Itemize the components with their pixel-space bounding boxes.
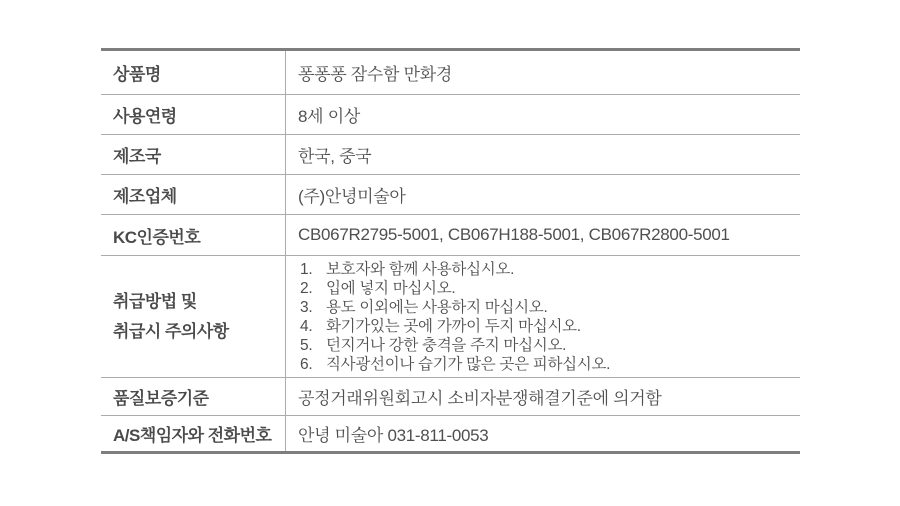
row-label: 제조업체 [101, 175, 286, 214]
row-value: (주)안녕미술아 [298, 187, 406, 206]
precautions-list [298, 260, 792, 374]
precaution-item: 화기가있는 곳에 가까이 두지 마십시오. [326, 317, 581, 335]
precaution-item: 직사광선이나 습기가 많은 곳은 피하십시오. [326, 355, 611, 373]
table-row-country [101, 135, 800, 175]
row-value: 한국, 중국 [298, 147, 372, 166]
row-value: 퐁퐁퐁 잠수함 만화경 [298, 65, 452, 84]
row-label: 제조국 [101, 135, 286, 174]
table-row-precautions [101, 256, 800, 378]
row-value: 안녕 미술아 031-811-0053 [298, 426, 489, 445]
product-info-table [101, 48, 800, 454]
precaution-item: 입에 넣지 마십시오. [326, 279, 456, 297]
table-row-age [101, 95, 800, 135]
precaution-item: 던지거나 강한 충격을 주지 마십시오. [326, 336, 567, 354]
row-value: 8세 이상 [298, 107, 360, 126]
row-value: 공정거래위원회고시 소비자분쟁해결기준에 의거함 [298, 389, 662, 408]
row-label: 사용연령 [101, 95, 286, 134]
row-value [286, 256, 800, 377]
table-row-product-name [101, 51, 800, 95]
row-label-line: 취급방법 및 [113, 291, 197, 311]
table-row-manufacturer [101, 175, 800, 215]
row-label: KC인증번호 [101, 215, 286, 255]
row-value: CB067R2795-5001, CB067H188-5001, CB067R2800-5001 [298, 225, 730, 244]
precaution-item: 용도 이외에는 사용하지 마십시오. [326, 298, 548, 316]
row-label [101, 256, 286, 377]
row-label: 상품명 [101, 51, 286, 94]
row-label-line: 취급시 주의사항 [113, 321, 229, 341]
table-row-warranty [101, 378, 800, 416]
row-label: A/S책임자와 전화번호 [101, 416, 286, 451]
row-label: 품질보증기준 [101, 378, 286, 415]
precaution-item: 보호자와 함께 사용하십시오. [326, 260, 515, 278]
table-row-as-contact [101, 416, 800, 451]
table-row-kc-number [101, 215, 800, 256]
